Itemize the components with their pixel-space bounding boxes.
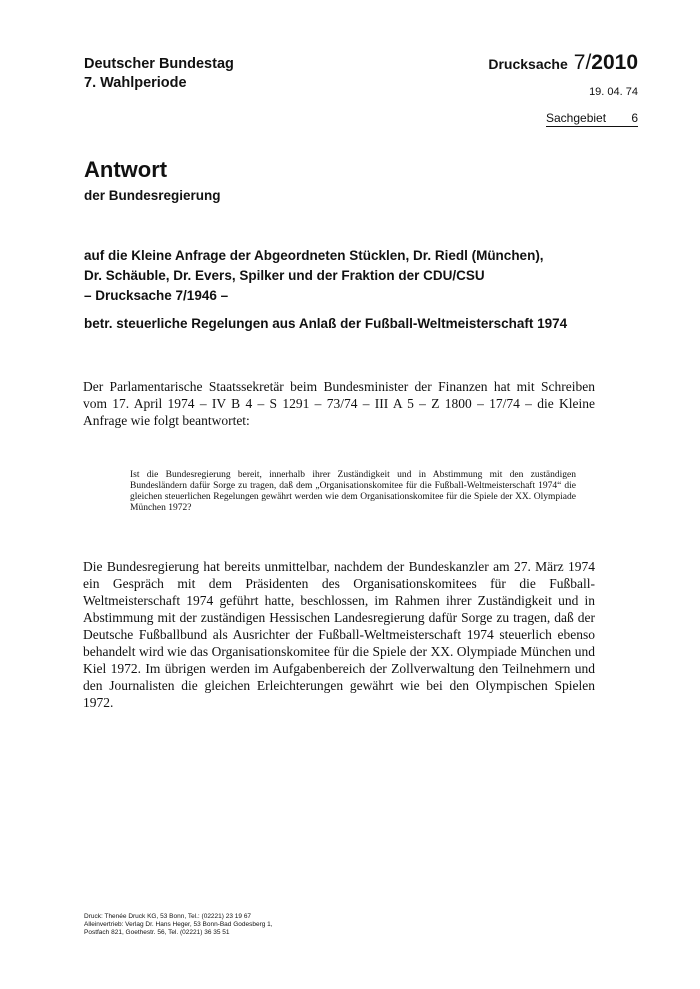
printer-footer xyxy=(84,913,273,937)
inquiry-reference xyxy=(84,246,604,306)
sachgebiet xyxy=(546,111,638,127)
footer-line-3: Postfach 821, Goethestr. 56, Tel. (02221) 36 35 51 xyxy=(84,929,230,936)
inquiry-line-1: auf die Kleine Anfrage der Abgeordneten Stücklen, Dr. Riedl (München), xyxy=(84,248,544,263)
answer-paragraph: Die Bundesregierung hat bereits unmittelbar, nachdem der Bundeskanzler am 27. März 1974 ein Gespräch mit dem Präsidenten des Organisationskomitees für die Fußball-Weltmeisterschaft 1974 geführt hatte, beschlossen, im Rahmen ihrer Zuständigkeit und in Abstimmung mit der zuständigen Hessischen Landesregierung dafür Sorge zu tragen, daß der Deutsche Fußballbund als Ausrichter der Fußball-Weltmeisterschaft 1974 steuerlich ebenso behandelt wird wie das Organisationskomitee für die Spiele der XX. Olympiade München und Kiel 1972. Im übrigen werden im Aufgabenbereich der Zollverwaltung den Teilnehmern und den Journalisten die gleichen Erleichterungen gewährt wie bei den Olympischen Spielen 1972. xyxy=(83,559,595,710)
footer-line-2: Alleinvertrieb: Verlag Dr. Hans Heger, 53 Bonn-Bad Godesberg 1, xyxy=(84,921,273,928)
document-header-left xyxy=(84,55,234,93)
sachgebiet-label: Sachgebiet xyxy=(546,111,607,125)
drucksache-number xyxy=(488,51,638,75)
document-title: Antwort xyxy=(84,157,168,182)
inquiry-line-3: – Drucksache 7/1946 – xyxy=(84,288,229,303)
sachgebiet-value: 6 xyxy=(631,111,638,125)
legislative-period: 7. Wahlperiode xyxy=(84,75,187,91)
drucksache-number-value: 7/2010 xyxy=(573,51,638,74)
document-date: 19. 04. 74 xyxy=(589,86,638,98)
inquiry-line-2: Dr. Schäuble, Dr. Evers, Spilker und der Fraktion der CDU/CSU xyxy=(84,268,485,283)
intro-paragraph: Der Parlamentarische Staatssekretär beim Bundesminister der Finanzen hat mit Schreiben vom 17. April 1974 – IV B 4 – S 1291 – 73/74 – III A 5 – Z 1800 – 17/74 – die Kleine Anfrage wie folgt beantwortet: xyxy=(83,379,595,428)
drucksache-label: Drucksache xyxy=(488,56,568,72)
subject-line: betr. steuerliche Regelungen aus Anlaß der Fußball-Weltmeisterschaft 1974 xyxy=(84,316,568,331)
parliament-name: Deutscher Bundestag xyxy=(84,56,234,72)
footer-line-1: Druck: Thenée Druck KG, 53 Bonn, Tel.: (02221) 23 19 67 xyxy=(84,913,252,920)
question-quote: Ist die Bundesregierung bereit, innerhalb ihrer Zuständigkeit und in Abstimmung mit den zuständigen Bundesländern dafür Sorge zu tragen, daß dem „Organisationskomitee für die Fußball-Weltmeisterschaft 1974“ die gleichen steuerlichen Regelungen gewährt werden wie dem Organisationskomitee für die Spiele der XX. Olympiade München 1972? xyxy=(130,470,576,513)
document-subtitle: der Bundesregierung xyxy=(84,188,221,203)
